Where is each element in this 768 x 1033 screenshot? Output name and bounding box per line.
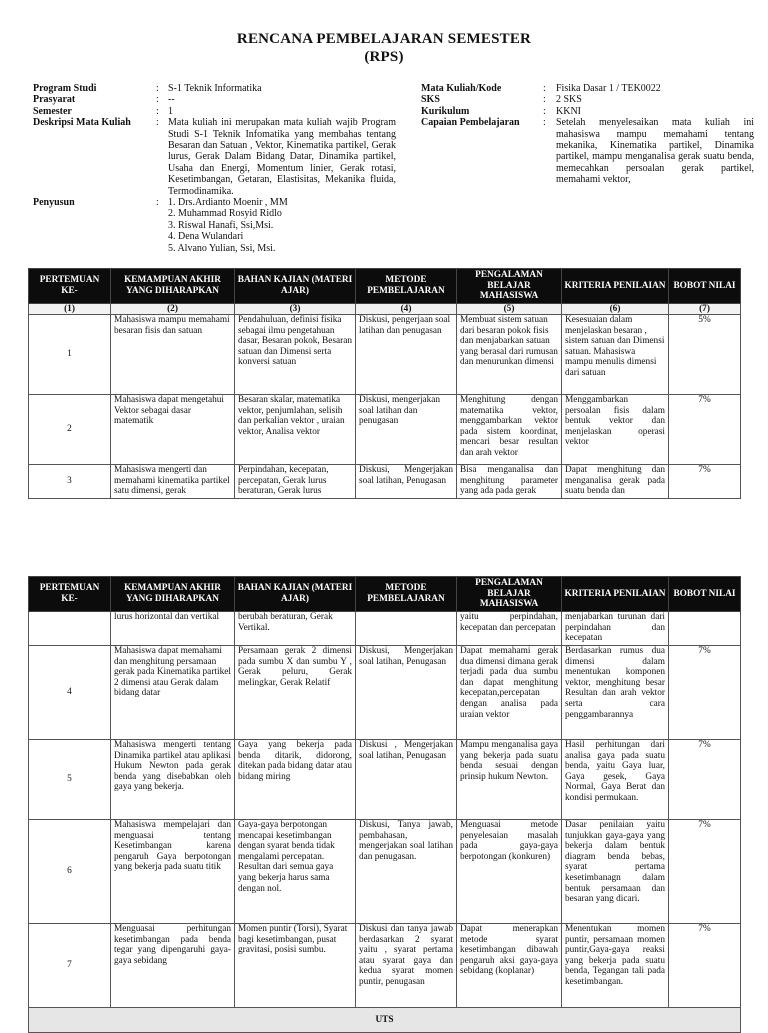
row-metode: Diskusi, pengerjaan soal latihan dan penugasan (356, 315, 457, 395)
row-kemampuan: lurus horizontal dan vertikal (111, 612, 235, 646)
header-pertemuan: PERTEMUAN KE- (29, 577, 111, 612)
mata-kuliah-label: Mata Kuliah/Kode (421, 83, 502, 94)
row-kriteria: Dapat menghitung dan menganalisa gerak pada suatu benda dan (562, 465, 669, 499)
row-pengalaman: Menghitung dengan matematika vektor, menggambarkan vektor pada sistem koordinat, mencari besar resultan dan arah vektor (457, 395, 562, 465)
penyusun-item: 2. Muhammad Rosyid Ridlo (168, 208, 282, 220)
column-number: (6) (562, 304, 669, 315)
program-studi-label: Program Studi (33, 83, 97, 94)
row-pengalaman: Mampu menganalisa gaya yang bekerja pada suatu benda sesuai dengan prinsip hukum Newton. (457, 740, 562, 820)
column-number: (1) (29, 304, 111, 315)
kurikulum-value: KKNI (556, 105, 581, 117)
table-row (29, 924, 741, 1008)
row-bahan: Momen puntir (Torsi), Syarat bagi kesetimbangan, pusat gravitasi, posisi sumbu. (235, 924, 356, 1008)
header-metode: METODE PEMBELAJARAN (356, 269, 457, 304)
header-pengalaman: PENGALAMAN BELAJAR MAHASISWA (457, 269, 562, 304)
header-pengalaman: PENGALAMAN BELAJAR MAHASISWA (457, 577, 562, 612)
deskripsi-label: Deskripsi Mata Kuliah (33, 117, 131, 129)
colon: : (156, 83, 159, 94)
colon: : (543, 105, 546, 117)
header-kriteria: KRITERIA PENILAIAN (562, 269, 669, 304)
row-no: 1 (29, 315, 111, 395)
row-kriteria: Berdasarkan rumus dua dimensi dalam menentukan komponen vektor, menghitung besar Resultan dan arah vektor serta cara penggambarannya (562, 646, 669, 740)
row-bahan: Perpindahan, kecepatan, percepatan, Gerak lurus beraturan, Gerak lurus (235, 465, 356, 499)
table-row (29, 820, 741, 924)
column-number: (4) (356, 304, 457, 315)
table-row (29, 395, 741, 465)
row-bahan: Persamaan gerak 2 dimensi pada sumbu X dan sumbu Y , Gerak peluru, Gerak melingkar, Gerak Relatif (235, 646, 356, 740)
row-no: 3 (29, 465, 111, 499)
document-subtitle: (RPS) (364, 49, 404, 65)
column-number: (5) (457, 304, 562, 315)
penyusun-label: Penyusun (33, 197, 75, 208)
row-bahan: berubah beraturan, Gerak Vertikal. (235, 612, 356, 646)
row-pengalaman: Membuat sistem satuan dari besaran pokok fisis dan menjabarkan satuan yang berasal dari rumusan dan menurunkan dimensi (457, 315, 562, 395)
colon: : (156, 117, 159, 129)
row-metode: Diskusi, Mengerjakan soal latihan, Penugasan (356, 646, 457, 740)
row-bobot: 7% (669, 924, 741, 1008)
penyusun-list (168, 197, 393, 254)
mata-kuliah-value: Fisika Dasar 1 / TEK0022 (556, 83, 661, 94)
row-no: 4 (29, 646, 111, 740)
row-kriteria: Menggambarkan persoalan fisis dalam bentuk vektor dan menjelaskan operasi vektor (562, 395, 669, 465)
row-kemampuan: Mahasiswa dapat memahami dan menghitung persamaan gerak pada Kinematika partikel 2 dimensi atau Gerak dalam bidang datar (111, 646, 235, 740)
info-right (421, 83, 756, 193)
penyusun-item: 5. Alvano Yulian, Ssi, Msi. (168, 242, 276, 254)
colon: : (156, 197, 159, 208)
table-row (29, 740, 741, 820)
row-metode: Diskusi , Mengerjakan soal latihan, Penugasan (356, 740, 457, 820)
row-bahan: Gaya-gaya berpotongan mencapai kesetimbangan dengan syarat benda tidak mengalami percepatan. Resultan dari semua gaya yang bekerja harus sama dengan nol. (235, 820, 356, 924)
semester-label: Semester (33, 105, 72, 117)
row-kriteria: Hasil perhitungan dari analisa gaya pada suatu benda, yaitu Gaya luar, Gaya gesek, Gaya Normal, Gaya Berat dan kondisi permukaan. (562, 740, 669, 820)
row-no (29, 612, 111, 646)
row-kemampuan: Mahasiswa mampu memahami besaran fisis dan satuan (111, 315, 235, 395)
row-kemampuan: Mahasiswa mengerti tentang Dinamika partikel atau aplikasi Hukum Newton pada gerak benda yang disebabkan oleh gaya yang bekerja. (111, 740, 235, 820)
header-kemampuan: KEMAMPUAN AKHIR YANG DIHARAPKAN (111, 269, 235, 304)
table-row (29, 465, 741, 499)
prasyarat-value: -- (168, 94, 175, 106)
row-bobot (669, 612, 741, 646)
column-number: (3) (235, 304, 356, 315)
row-bahan: Gaya yang bekerja pada benda ditarik, didorong, ditekan pada bidang datar atau bidang miring (235, 740, 356, 820)
kurikulum-label: Kurikulum (421, 105, 470, 117)
uts-row (29, 1008, 741, 1033)
document-title: RENCANA PEMBELAJARAN SEMESTER (236, 31, 532, 47)
row-no: 2 (29, 395, 111, 465)
table-header-row (29, 269, 741, 304)
table-header-row (29, 577, 741, 612)
row-bobot: 7% (669, 820, 741, 924)
header-bahan: BAHAN KAJIAN (MATERI AJAR) (235, 269, 356, 304)
header-pertemuan: PERTEMUAN KE- (29, 269, 111, 304)
row-bobot: 7% (669, 465, 741, 499)
row-metode (356, 612, 457, 646)
info-left (33, 83, 396, 263)
header-bobot: BOBOT NILAI (669, 269, 741, 304)
column-number-row (29, 304, 741, 315)
row-bahan: Pendahuluan, definisi fisika sebagai ilmu pengetahuan dasar, Besaran pokok, Besaran satuan dan Dimensi serta konversi satuan (235, 315, 356, 395)
row-pengalaman: Bisa menganalisa dan menghitung parameter yang ada pada gerak (457, 465, 562, 499)
capaian-label: Capaian Pembelajaran (421, 117, 520, 129)
row-kemampuan: Mahasiswa mempelajari dan menguasai tentang Kesetimbangan karena pengaruh Gaya berpotongan yang bekerja pada suatu titik (111, 820, 235, 924)
sks-label: SKS (421, 94, 440, 106)
row-metode: Diskusi dan tanya jawab berdasarkan 2 syarat yaitu , syarat pertama atau syarat gaya dan kedua syarat momen puntir, penugasan (356, 924, 457, 1008)
rps-table-page2 (28, 576, 741, 1033)
semester-value: 1 (168, 105, 173, 117)
colon: : (543, 83, 546, 94)
row-metode: Diskusi, Mengerjakan soal latihan, Penugasan (356, 465, 457, 499)
row-kemampuan: Mahasiswa mengerti dan memahami kinematika partikel satu dimensi, gerak (111, 465, 235, 499)
row-kriteria: Dasar penilaian yaitu tunjukkan gaya-gaya yang bekerja dalam bentuk diagram benda bebas, syarat pertama kesetimbanagn dalam bentuk persamaan dan besaran yang dicari. (562, 820, 669, 924)
row-pengalaman: Menguasai metode penyelesaian masalah pada gaya-gaya berpotongan (konkuren) (457, 820, 562, 924)
row-pengalaman: Dapat memahami gerak dua dimensi dimana gerak terjadi pada dua sumbu dan dapat menghitung kecepatan,percepatan dengan analisa pada uraian vektor (457, 646, 562, 740)
program-studi-value: S-1 Teknik Informatika (168, 83, 262, 94)
colon: : (156, 105, 159, 117)
row-no: 5 (29, 740, 111, 820)
capaian-value: Setelah menyelesaikan mata kuliah ini mahasiswa mampu memahami tentang mekanika, Kinematika partikel, Dinamika partikel, mampu menganalisa gerak suatu benda, memecahkan persoalan gerak partikel, memahami vektor, (556, 117, 754, 186)
row-no: 6 (29, 820, 111, 924)
column-number: (2) (111, 304, 235, 315)
header-kriteria: KRITERIA PENILAIAN (562, 577, 669, 612)
row-kriteria: Menentukan momen puntir, persamaan momen puntir,Gaya-gaya reaksi yang bekerja pada suatu benda, Tegangan tali pada kesetimbangan. (562, 924, 669, 1008)
penyusun-item: 1. Drs.Ardianto Moenir , MM (168, 197, 288, 208)
colon: : (543, 94, 546, 106)
table-row-continued (29, 612, 741, 646)
prasyarat-label: Prasyarat (33, 94, 76, 106)
row-bahan: Besaran skalar, matematika vektor, penjumlahan, selisih dan perkalian vektor , uraian vektor, Analisa vektor (235, 395, 356, 465)
colon: : (156, 94, 159, 106)
penyusun-item: 3. Riswal Hanafi, Ssi,Msi. (168, 219, 274, 231)
header-bahan: BAHAN KAJIAN (MATERI AJAR) (235, 577, 356, 612)
column-number: (7) (669, 304, 741, 315)
row-kemampuan: Menguasai perhitungan kesetimbangan pada benda tegar yang dipengaruhi gaya-gaya sebidang (111, 924, 235, 1008)
row-metode: Diskusi, Tanya jawab, pembahasan, mengerjakan soal latihan dan penugasan. (356, 820, 457, 924)
sks-value: 2 SKS (556, 94, 582, 106)
row-bobot: 7% (669, 395, 741, 465)
rps-table-page1 (28, 268, 741, 499)
header-bobot: BOBOT NILAI (669, 577, 741, 612)
table-row (29, 315, 741, 395)
row-no: 7 (29, 924, 111, 1008)
penyusun-item: 4. Dena Wulandari (168, 231, 244, 243)
row-kemampuan: Mahasiswa dapat mengetahui Vektor sebagai dasar matematik (111, 395, 235, 465)
row-kriteria: menjabarkan turunan dari perpindahan dan kecepatan (562, 612, 669, 646)
header-kemampuan: KEMAMPUAN AKHIR YANG DIHARAPKAN (111, 577, 235, 612)
row-metode: Diskusi, mengerjakan soal latihan dan penugasan (356, 395, 457, 465)
table-row (29, 646, 741, 740)
row-pengalaman: yaitu perpindahan, kecepatan dan percepatan (457, 612, 562, 646)
header-metode: METODE PEMBELAJARAN (356, 577, 457, 612)
row-pengalaman: Dapat menerapkan metode syarat kesetimbangan dibawah pengaruh aksi gaya-gaya sebidang (koplanar) (457, 924, 562, 1008)
row-bobot: 7% (669, 740, 741, 820)
deskripsi-value: Mata kuliah ini merupakan mata kuliah wajib Program Studi S-1 Teknik Infomatika yang membahas tentang Besaran dan Satuan , Vektor, Kinematika partikel, Gerak lurus, Gerak Dalam Bidang Datar, Dinamika partikel, Usaha dan Energi, Momentum linier, Gerak rotasi, Kesetimbangan, Getaran, Elastisitas, Mekanika fluida, Termodinamika. (168, 117, 396, 197)
colon: : (543, 117, 546, 129)
row-kriteria: Kesesuaian dalam menjelaskan besaran , sistem satuan dan Dimensi satuan. Mahasiswa mampu menulis dimensi dari satuan (562, 315, 669, 395)
uts-label: UTS (29, 1008, 741, 1033)
row-bobot: 7% (669, 646, 741, 740)
row-bobot: 5% (669, 315, 741, 395)
